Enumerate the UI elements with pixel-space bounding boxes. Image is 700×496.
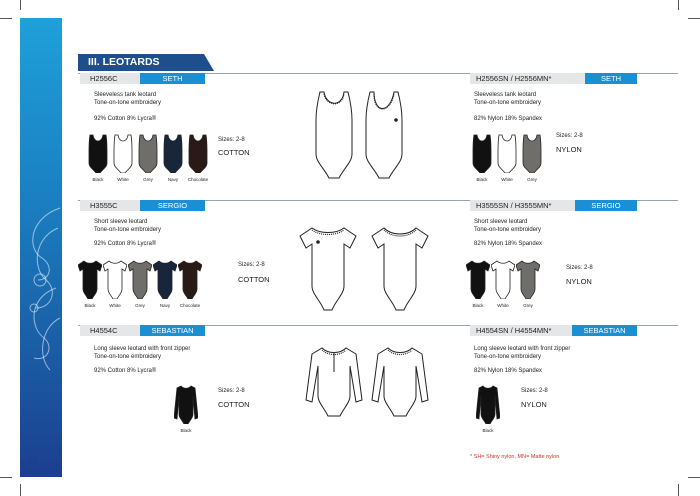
leotard-silhouette [495, 133, 519, 173]
composition: 82% Nylon 18% Spandex [474, 116, 543, 122]
composition: 82% Nylon 18% Spandex [474, 241, 543, 247]
leotard-silhouette [466, 259, 490, 299]
swatch-grey [516, 259, 540, 308]
product-code: H3555SN / H3555MN* [470, 200, 575, 211]
sizes-label: Sizes: 2-8 [218, 388, 245, 394]
swatch-label: Grey [527, 177, 537, 182]
description-line: Long sleeve leotard with front zipper [474, 346, 571, 352]
description-line: Sleeveless tank leotard [94, 92, 157, 98]
leotard-silhouette [516, 259, 540, 299]
description-line: Sleeveless tank leotard [474, 92, 537, 98]
fabric-label: COTTON [218, 400, 250, 409]
swatch-label: White [501, 177, 513, 182]
leotard-silhouette [78, 259, 102, 299]
crop-mark [20, 484, 21, 496]
swatch-white [495, 133, 519, 182]
product-description [474, 345, 570, 361]
product-name: SEBASTIAN [572, 325, 637, 336]
footnote: * SH= Shiny nylon, MN= Matte nylon [470, 454, 560, 460]
product-description [94, 91, 161, 107]
description-line: Tone-on-tone embroidery [474, 354, 542, 360]
sizes-label: Sizes: 2-8 [218, 137, 245, 143]
long-sleeve-zipper-leotard-drawing [304, 346, 436, 418]
swatch-black [86, 133, 110, 182]
swatch-chocolate [178, 259, 202, 308]
description-line: Tone-on-tone embroidery [94, 354, 162, 360]
swatch-label: Grey [135, 303, 145, 308]
swatch-navy [161, 133, 185, 182]
product-description [94, 345, 190, 361]
composition: 82% Nylon 18% Spandex [474, 368, 543, 374]
product-description [474, 91, 541, 107]
swatch-black [174, 384, 198, 433]
product-name: SEBASTIAN [140, 325, 205, 336]
swatch-white [111, 133, 135, 182]
swatch-label: Black [84, 303, 96, 308]
fabric-label: COTTON [218, 148, 250, 157]
fabric-label: NYLON [556, 145, 582, 154]
swatch-label: Black [472, 303, 484, 308]
product-name: SETH [140, 73, 205, 84]
leotard-silhouette [128, 259, 152, 299]
section-title: III. LEOTARDS [78, 54, 204, 71]
leotard-silhouette [103, 259, 127, 299]
swatch-grey [136, 133, 160, 182]
swatch-label: Grey [523, 303, 533, 308]
sizes-label: Sizes: 2-8 [521, 388, 548, 394]
tank-leotard-drawing [312, 90, 408, 182]
sizes-label: Sizes: 2-8 [238, 262, 265, 268]
description-line: Tone-on-tone embroidery [94, 100, 162, 106]
crop-mark [688, 477, 700, 478]
product-name: SERGIO [140, 200, 205, 211]
page-number: 28 [28, 455, 39, 465]
crop-mark [0, 477, 12, 478]
product-code: H2556C [80, 73, 140, 84]
swatch-black [470, 133, 494, 182]
description-line: Short sleeve leotard [474, 219, 528, 225]
color-swatches [174, 384, 198, 433]
product-name: SETH [585, 73, 637, 84]
product-code: H2556SN / H2556MN* [470, 73, 585, 84]
leotard-silhouette [491, 259, 515, 299]
composition: 92% Cotton 8% Lycra® [94, 116, 157, 122]
description-line: Tone-on-tone embroidery [474, 100, 542, 106]
swatch-grey [520, 133, 544, 182]
description-line: Tone-on-tone embroidery [474, 227, 542, 233]
crop-mark [678, 484, 679, 496]
leotard-silhouette [178, 259, 202, 299]
crop-mark [20, 0, 21, 10]
swatch-label: Black [476, 177, 488, 182]
leotard-silhouette [174, 384, 198, 424]
swatch-label: Navy [167, 177, 179, 182]
sizes-label: Sizes: 2-8 [566, 265, 593, 271]
product-code: H4554C [80, 325, 140, 336]
leotard-silhouette [161, 133, 185, 173]
leotard-silhouette [476, 384, 500, 424]
description-line: Tone-on-tone embroidery [94, 227, 162, 233]
leotard-silhouette [136, 133, 160, 173]
description-line: Long sleeve leotard with front zipper [94, 346, 191, 352]
product-description [474, 218, 541, 234]
leotard-silhouette [153, 259, 177, 299]
swatch-chocolate [186, 133, 210, 182]
swatch-label: Navy [159, 303, 171, 308]
swatch-black [466, 259, 490, 308]
color-swatches [476, 384, 500, 433]
product-description [94, 218, 161, 234]
swatch-black [476, 384, 500, 433]
swatch-label: Grey [143, 177, 153, 182]
fabric-label: NYLON [521, 400, 547, 409]
fabric-label: COTTON [238, 275, 270, 284]
leotard-silhouette [111, 133, 135, 173]
swatch-label: White [109, 303, 121, 308]
sizes-label: Sizes: 2-8 [556, 133, 583, 139]
leotard-silhouette [470, 133, 494, 173]
composition: 92% Cotton 8% Lycra® [94, 368, 157, 374]
product-code: H3555C [80, 200, 140, 211]
swirl-ornament [20, 18, 62, 477]
swatch-label: Black [482, 428, 494, 433]
crop-mark [678, 0, 679, 10]
swatch-white [103, 259, 127, 308]
leotard-silhouette [520, 133, 544, 173]
embroidery-logo [394, 118, 398, 122]
color-swatches [466, 259, 540, 308]
swatch-white [491, 259, 515, 308]
color-swatches [470, 133, 544, 182]
composition: 92% Cotton 8% Lycra® [94, 241, 157, 247]
color-swatches [86, 133, 210, 182]
swatch-grey [128, 259, 152, 308]
product-name: SERGIO [575, 200, 637, 211]
swatch-navy [153, 259, 177, 308]
color-swatches [78, 259, 202, 308]
swatch-label: Black [180, 428, 192, 433]
swatch-black [78, 259, 102, 308]
swatch-label: White [497, 303, 509, 308]
crop-mark [0, 18, 12, 19]
leotard-silhouette [186, 133, 210, 173]
swatch-label: Chocolate [187, 177, 209, 182]
swatch-label: Black [92, 177, 104, 182]
embroidery-logo [316, 240, 320, 244]
product-code: H4554SN / H4554MN* [470, 325, 572, 336]
short-sleeve-leotard-drawing [298, 224, 438, 316]
crop-mark [688, 18, 700, 19]
swatch-label: White [117, 177, 129, 182]
description-line: Short sleeve leotard [94, 219, 148, 225]
leotard-silhouette [86, 133, 110, 173]
sidebar-band [20, 18, 62, 477]
fabric-label: NYLON [566, 277, 592, 286]
swatch-label: Chocolate [179, 303, 201, 308]
